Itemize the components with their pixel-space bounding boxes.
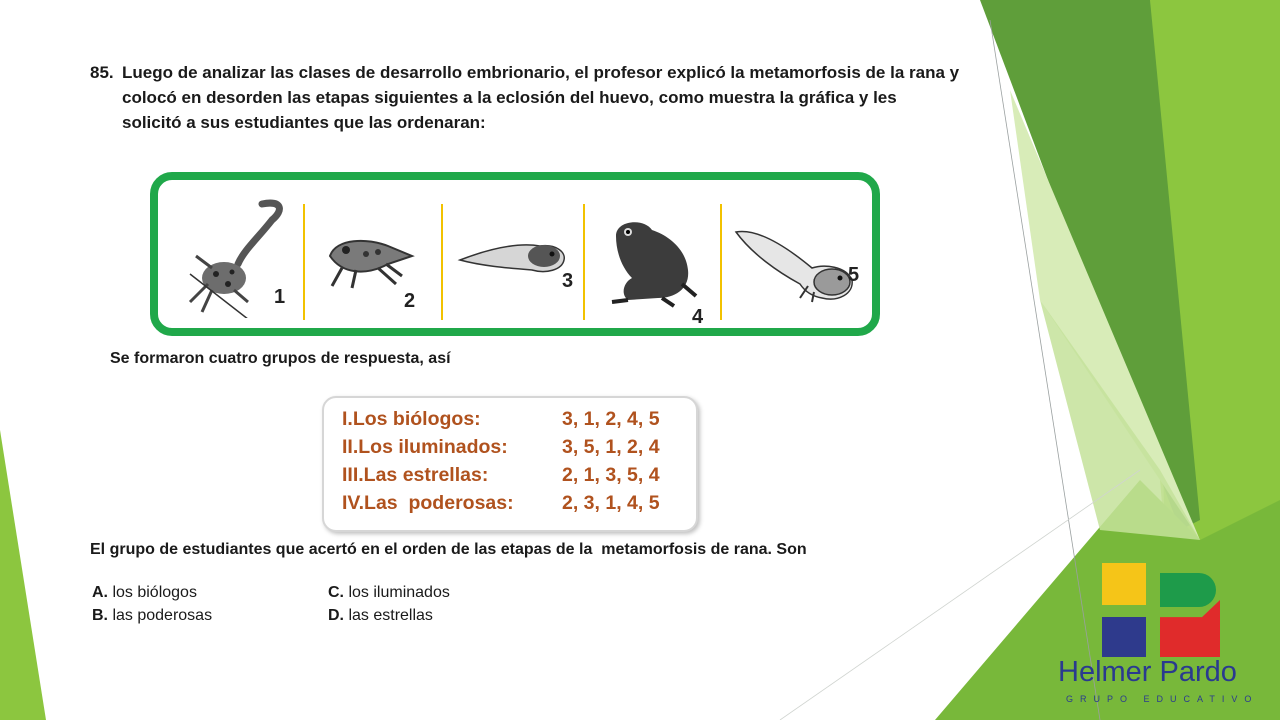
question-number: 85.	[90, 63, 114, 82]
option-a[interactable]	[92, 584, 197, 602]
metamorphosis-stages-figure	[150, 172, 880, 336]
divider	[583, 204, 585, 320]
option-text: los iluminados	[348, 584, 450, 601]
left-green-sliver	[0, 430, 46, 720]
divider	[441, 204, 443, 320]
logo-yellow-square	[1102, 563, 1146, 605]
group-order: 3, 5, 1, 2, 4	[562, 436, 660, 458]
option-text: las poderosas	[112, 607, 213, 624]
group-name: III.Las estrellas:	[342, 464, 489, 486]
adult-frog-icon	[598, 198, 718, 318]
option-letter: A.	[92, 584, 108, 601]
tadpole-with-legs-icon	[728, 198, 868, 318]
option-letter: C.	[328, 584, 344, 601]
group-order: 2, 1, 3, 5, 4	[562, 464, 660, 486]
brand-tagline: GRUPO EDUCATIVO	[1066, 694, 1259, 704]
groups-intro: Se formaron cuatro grupos de respuesta, así	[110, 350, 451, 367]
stage-2	[316, 198, 456, 316]
question-text: Luego de analizar las clases de desarrollo embrionario, el profesor explicó la metamorfosis de la rana y colocó en desorden las etapas siguientes a la eclosión del huevo, como muestra la gráfica y les solicitó a sus estudiantes que las ordenaran:	[122, 63, 960, 132]
question-block	[90, 60, 960, 135]
tadpole-icon	[456, 198, 576, 318]
stage-label: 1	[274, 286, 286, 308]
group-name: II.Los iluminados:	[342, 436, 508, 458]
stage-1	[172, 198, 312, 316]
option-letter: B.	[92, 607, 108, 624]
stage-5	[728, 198, 878, 316]
stage-label: 5	[848, 264, 860, 286]
option-c[interactable]	[328, 584, 450, 602]
stage-3	[456, 198, 596, 316]
brand-name: Helmer Pardo	[1058, 656, 1237, 688]
group-order: 3, 1, 2, 4, 5	[562, 408, 660, 430]
group-order: 2, 3, 1, 4, 5	[562, 492, 660, 514]
option-text: los biólogos	[112, 584, 197, 601]
logo-blue-square	[1102, 617, 1146, 657]
young-frog-icon	[316, 198, 436, 318]
option-letter: D.	[328, 607, 344, 624]
stage-label: 4	[692, 306, 704, 328]
stage-4	[598, 198, 738, 328]
option-text: las estrellas	[348, 607, 433, 624]
group-name: I.Los biólogos:	[342, 408, 481, 430]
stage-label: 2	[404, 290, 416, 312]
option-d[interactable]	[328, 607, 433, 625]
option-b[interactable]	[92, 607, 212, 625]
logo-green-shape	[1160, 573, 1216, 607]
group-name: IV.Las poderosas:	[342, 492, 514, 514]
answer-prompt: El grupo de estudiantes que acertó en el orden de las etapas de la metamorfosis de rana. Son	[90, 541, 807, 558]
stage-label: 3	[562, 270, 574, 292]
divider	[720, 204, 722, 320]
divider	[303, 204, 305, 320]
groups-box	[322, 396, 698, 532]
